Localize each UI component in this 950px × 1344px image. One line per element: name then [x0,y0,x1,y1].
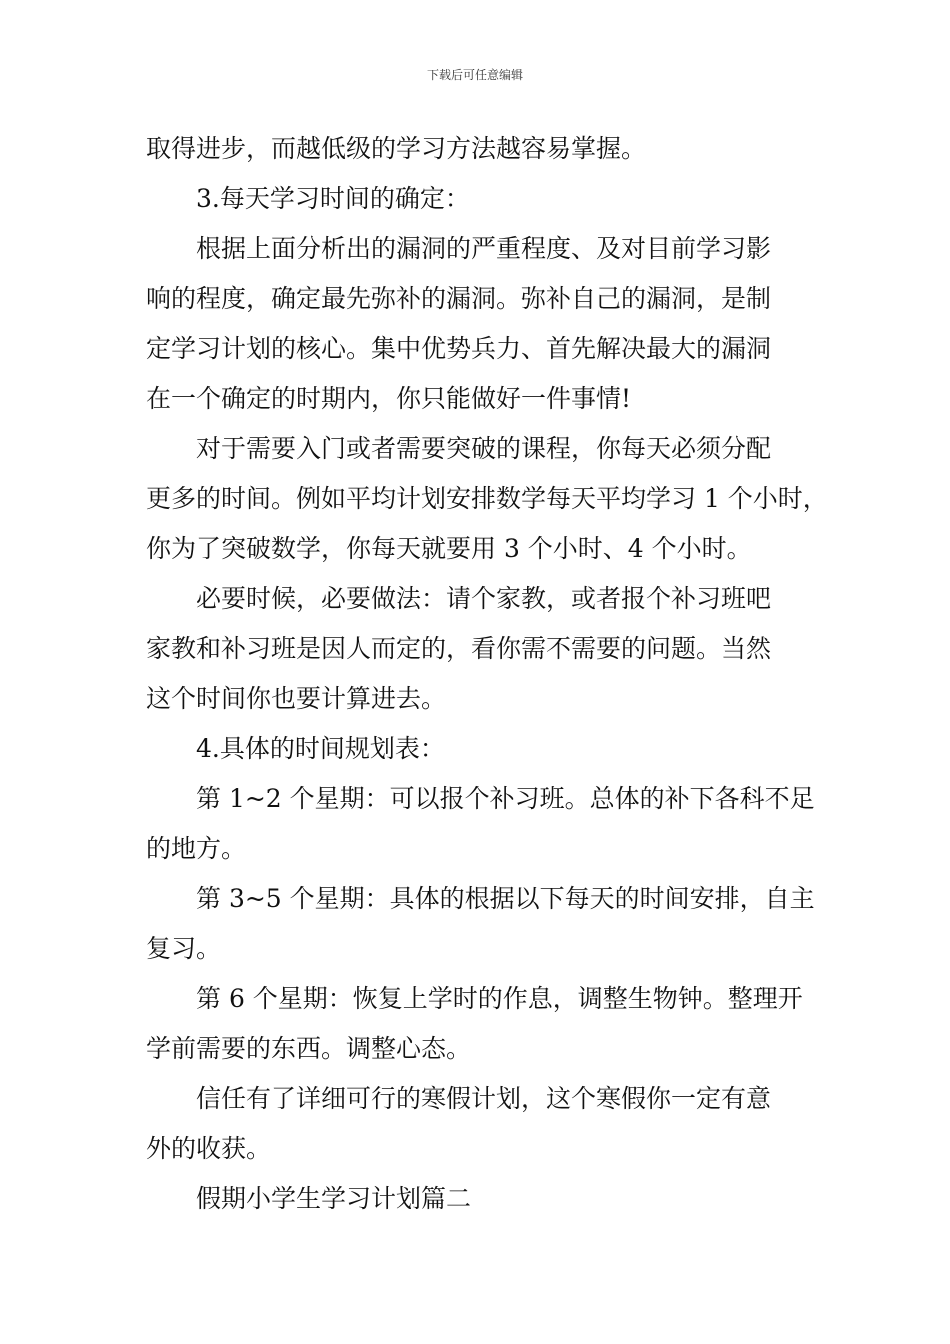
section-heading: 4.具体的时间规划表： [196,734,445,763]
text-line: 响的程度，确定最先弥补的漏洞。弥补自己的漏洞，是制 [146,284,772,313]
text-line: 信任有了详细可行的寒假计划，这个寒假你一定有意 [196,1084,772,1113]
text-line: 第 3~5 个星期：具体的根据以下每天的时间安排，自主 [196,884,815,913]
section-title: 假期小学生学习计划篇二 [196,1184,472,1213]
text-line: 第 6 个星期：恢复上学时的作息，调整生物钟。整理开 [196,984,803,1013]
text-line: 取得进步，而越低级的学习方法越容易掌握。 [146,134,647,163]
text-line: 第 1~2 个星期：可以报个补习班。总体的补下各科不足 [196,784,815,813]
text-line: 定学习计划的核心。集中优势兵力、首先解决最大的漏洞 [146,334,772,363]
text-line: 学前需要的东西。调整心态。 [146,1034,472,1063]
text-line: 的地方。 [146,834,247,863]
text-line: 你为了突破数学，你每天就要用 3 个小时、4 个小时。 [146,534,752,563]
document-body [146,124,826,1224]
text-line: 对于需要入门或者需要突破的课程，你每天必须分配 [196,434,772,463]
text-line: 更多的时间。例如平均计划安排数学每天平均学习 1 个小时， [146,484,828,513]
text-line: 根据上面分析出的漏洞的严重程度、及对目前学习影 [196,234,772,263]
text-line: 复习。 [146,934,222,963]
text-line: 这个时间你也要计算进去。 [146,684,447,713]
text-line: 外的收获。 [146,1134,272,1163]
text-line: 家教和补习班是因人而定的，看你需不需要的问题。当然 [146,634,772,663]
text-line: 在一个确定的时期内，你只能做好一件事情! [146,384,632,413]
section-heading: 3.每天学习时间的确定： [196,184,470,213]
page-header: 下载后可任意编辑 [426,68,523,82]
text-line: 必要时候，必要做法：请个家教，或者报个补习班吧 [196,584,772,613]
